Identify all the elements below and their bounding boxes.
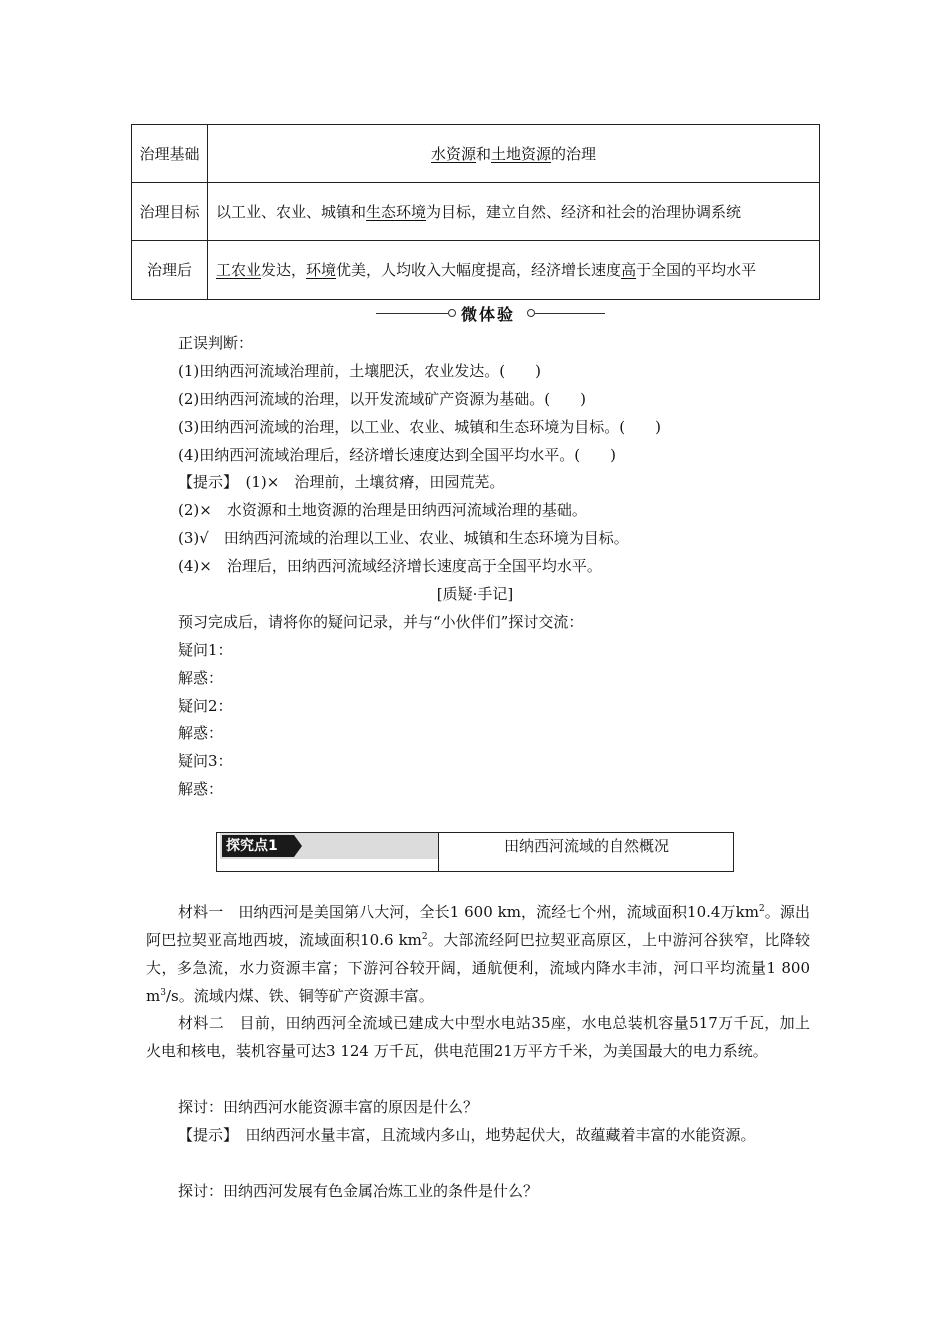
row-value (208, 183, 820, 241)
quiz-answer: (4)× 治理后，田纳西河流域经济增长速度高于全国平均水平。 (178, 557, 602, 575)
underlined-term: 土地资源 (491, 144, 552, 163)
underlined-term: 水资源 (430, 144, 476, 163)
row-key: 治理基础 (132, 125, 208, 183)
notes-line: 解惑： (178, 724, 224, 742)
notes-line: 疑问1： (178, 641, 233, 659)
underlined-term: 工农业 (216, 261, 262, 279)
divider-dot-right (527, 309, 535, 317)
value-text: 于全国的平均水平 (636, 261, 757, 279)
quiz-item: (1)田纳西河流域治理前，土壤肥沃，农业发达。( ) (178, 362, 541, 380)
notes-intro: 预习完成后，请将你的疑问记录，并与“小伙伴们”探讨交流： (178, 613, 584, 631)
divider-dot-left (448, 309, 456, 317)
quiz-item: (4)田纳西河流域治理后，经济增长速度达到全国平均水平。( ) (178, 446, 616, 464)
value-text: 为目标，建立自然、经济和社会的治理协调系统 (426, 202, 742, 221)
notes-line: 疑问3： (178, 752, 233, 770)
discussion-answer: 【提示】 田纳西河水量丰富，且流域内多山，地势起伏大，故蕴藏着丰富的水能资源。 (178, 1126, 756, 1144)
discussion-question: 探讨：田纳西河发展有色金属冶炼工业的条件是什么？ (178, 1182, 539, 1200)
table-row (132, 183, 820, 241)
topic-title: 田纳西河流域的自然概况 (438, 832, 734, 872)
governance-table (131, 124, 820, 300)
discussion-question: 探讨：田纳西河水能资源丰富的原因是什么？ (178, 1098, 479, 1116)
row-value (208, 125, 820, 183)
topic-badge-arrow (294, 835, 302, 857)
underlined-term: 生态环境 (366, 202, 427, 221)
notes-title: [质疑·手记] (436, 585, 514, 603)
material-two: 材料二 目前，田纳西河全流域已建成大中型水电站35座，水电总装机容量517万千瓦，加上火电和核电，装机容量可达3 124 万千瓦，供电范围21万平方千米，为美国最大的电力系统。 (146, 1014, 810, 1060)
topic-badge: 探究点1 (222, 835, 294, 857)
table-row (132, 241, 820, 300)
value-text: 的治理 (551, 144, 597, 163)
value-text: 和 (475, 144, 491, 163)
underlined-term: 高 (621, 261, 637, 279)
quiz-answer: (3)√ 田纳西河流域的治理以工业、农业、城镇和生态环境为目标。 (178, 529, 629, 547)
divider-line-left (376, 313, 448, 314)
notes-line: 解惑： (178, 780, 224, 798)
quiz-answer: (2)× 水资源和土地资源的治理是田纳西河流域治理的基础。 (178, 501, 587, 519)
quiz-item: (2)田纳西河流域的治理，以开发流域矿产资源为基础。( ) (178, 390, 586, 408)
value-text: 以工业、农业、城镇和 (216, 202, 367, 221)
notes-line: 解惑： (178, 669, 224, 687)
notes-line: 疑问2： (178, 697, 233, 715)
value-text: 发达， (261, 261, 307, 279)
table-row (132, 125, 820, 183)
quiz-item: (3)田纳西河流域的治理，以工业、农业、城镇和生态环境为目标。( ) (178, 418, 661, 436)
underlined-term: 环境 (306, 261, 337, 279)
divider-line-right (535, 313, 605, 314)
row-key: 治理后 (132, 241, 208, 300)
quiz-heading: 正误判断： (178, 334, 254, 352)
quiz-answer: 【提示】 (1)× 治理前，土壤贫瘠，田园荒芜。 (178, 473, 505, 491)
row-key: 治理目标 (132, 183, 208, 241)
value-text: 优美，人均收入大幅度提高，经济增长速度 (336, 261, 622, 279)
section-title: 微体验 (461, 305, 516, 324)
material-one: 材料一 田纳西河是美国第八大河，全长1 600 km，流经七个州，流域面积10.4万$km^2$。源出阿巴拉契亚高地西坡，流域面积10.6 $km^2$。大部流经阿巴拉契亚高原区，上中游河谷狭窄，比降较大，多急流，水力资源丰富；下游河谷较开阔，通航便利，流域内降水丰沛，河口平均流量1 800 $m^3/s$。流域内煤、铁、铜等矿产资源丰富。 (146, 903, 810, 1005)
row-value (208, 241, 820, 300)
